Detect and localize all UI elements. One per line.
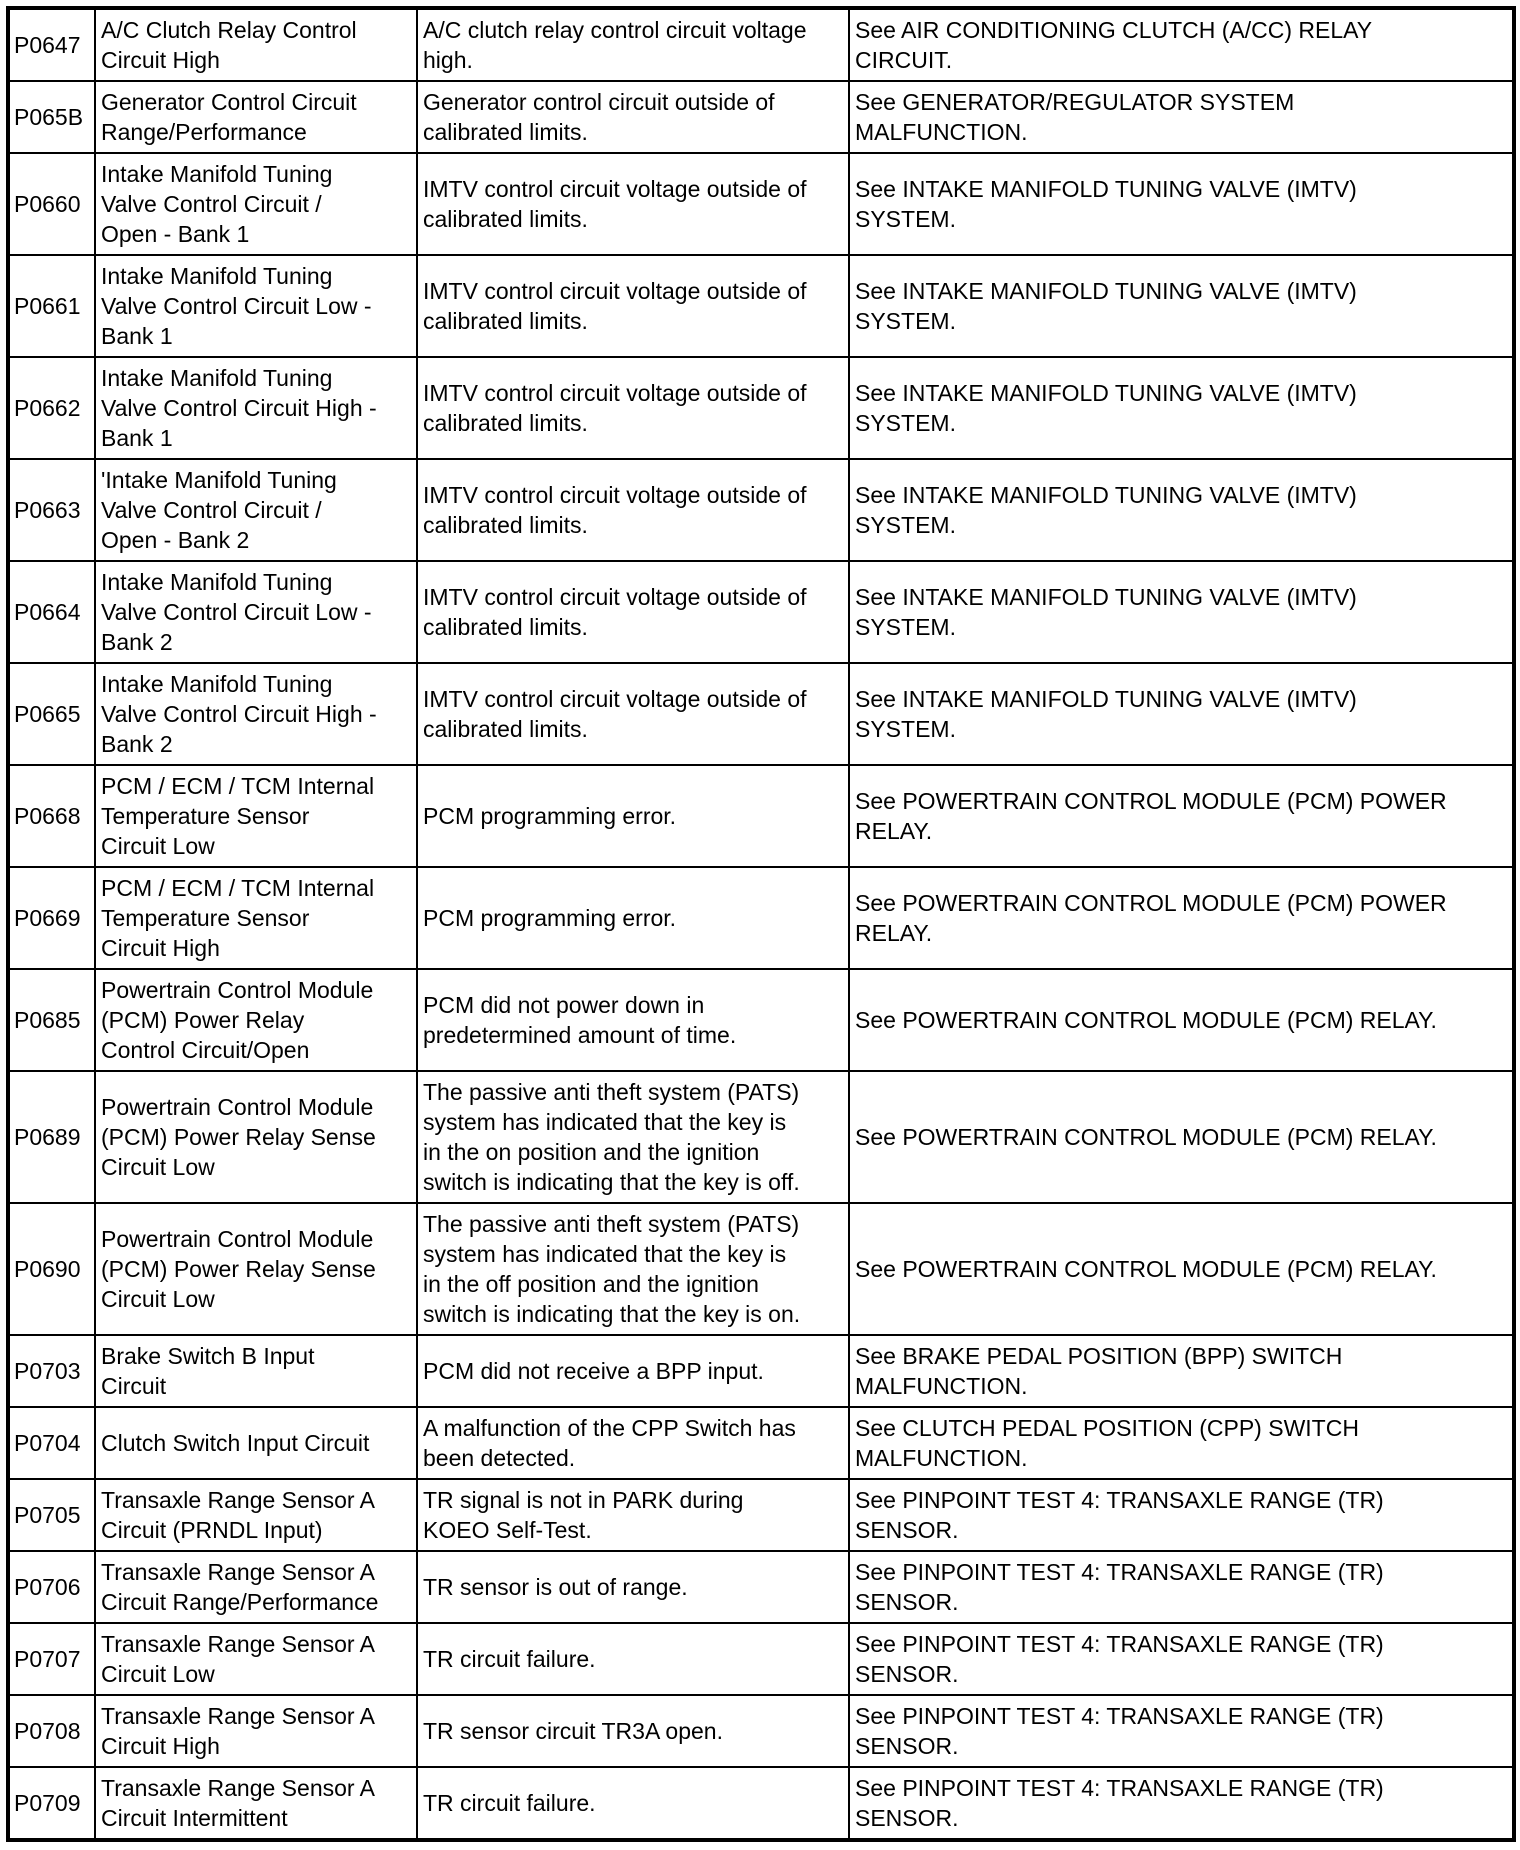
condition-cell: PCM did not receive a BPP input. xyxy=(417,1335,849,1407)
dtc-code-cell: P0685 xyxy=(8,969,95,1071)
action-cell: See INTAKE MANIFOLD TUNING VALVE (IMTV) SYSTEM. xyxy=(849,459,1514,561)
table-row xyxy=(8,1335,1514,1407)
dtc-description-cell: Transaxle Range Sensor A Circuit Intermittent xyxy=(95,1767,417,1840)
condition-cell: A malfunction of the CPP Switch has been detected. xyxy=(417,1407,849,1479)
dtc-description-cell: Transaxle Range Sensor A Circuit High xyxy=(95,1695,417,1767)
condition-cell: TR sensor circuit TR3A open. xyxy=(417,1695,849,1767)
action-cell: See PINPOINT TEST 4: TRANSAXLE RANGE (TR) SENSOR. xyxy=(849,1767,1514,1840)
condition-cell: A/C clutch relay control circuit voltage high. xyxy=(417,8,849,81)
dtc-description-cell: Powertrain Control Module (PCM) Power Relay Control Circuit/Open xyxy=(95,969,417,1071)
condition-cell: IMTV control circuit voltage outside of calibrated limits. xyxy=(417,357,849,459)
action-cell: See INTAKE MANIFOLD TUNING VALVE (IMTV) SYSTEM. xyxy=(849,663,1514,765)
condition-cell: IMTV control circuit voltage outside of calibrated limits. xyxy=(417,459,849,561)
table-row xyxy=(8,81,1514,153)
dtc-description-cell: 'Intake Manifold Tuning Valve Control Circuit / Open - Bank 2 xyxy=(95,459,417,561)
condition-cell: TR signal is not in PARK during KOEO Self-Test. xyxy=(417,1479,849,1551)
dtc-description-cell: Transaxle Range Sensor A Circuit Range/Performance xyxy=(95,1551,417,1623)
dtc-code-cell: P0668 xyxy=(8,765,95,867)
condition-cell: PCM programming error. xyxy=(417,867,849,969)
table-row xyxy=(8,153,1514,255)
action-cell: See INTAKE MANIFOLD TUNING VALVE (IMTV) SYSTEM. xyxy=(849,153,1514,255)
condition-cell: IMTV control circuit voltage outside of calibrated limits. xyxy=(417,255,849,357)
dtc-description-cell: Powertrain Control Module (PCM) Power Relay Sense Circuit Low xyxy=(95,1203,417,1335)
condition-cell: The passive anti theft system (PATS) system has indicated that the key is in the on position and the ignition switch is indicating that the key is off. xyxy=(417,1071,849,1203)
action-cell: See POWERTRAIN CONTROL MODULE (PCM) RELAY. xyxy=(849,969,1514,1071)
action-cell: See INTAKE MANIFOLD TUNING VALVE (IMTV) SYSTEM. xyxy=(849,357,1514,459)
dtc-code-cell: P0705 xyxy=(8,1479,95,1551)
action-cell: See INTAKE MANIFOLD TUNING VALVE (IMTV) SYSTEM. xyxy=(849,255,1514,357)
action-cell: See PINPOINT TEST 4: TRANSAXLE RANGE (TR) SENSOR. xyxy=(849,1479,1514,1551)
dtc-code-cell: P0647 xyxy=(8,8,95,81)
condition-cell: IMTV control circuit voltage outside of calibrated limits. xyxy=(417,153,849,255)
dtc-table-body xyxy=(8,8,1514,1840)
action-cell: See PINPOINT TEST 4: TRANSAXLE RANGE (TR) SENSOR. xyxy=(849,1695,1514,1767)
dtc-code-cell: P065B xyxy=(8,81,95,153)
dtc-description-cell: Intake Manifold Tuning Valve Control Circuit High - Bank 2 xyxy=(95,663,417,765)
action-cell: See PINPOINT TEST 4: TRANSAXLE RANGE (TR) SENSOR. xyxy=(849,1551,1514,1623)
table-row xyxy=(8,8,1514,81)
dtc-description-cell: PCM / ECM / TCM Internal Temperature Sensor Circuit High xyxy=(95,867,417,969)
condition-cell: TR circuit failure. xyxy=(417,1623,849,1695)
dtc-description-cell: Intake Manifold Tuning Valve Control Circuit High - Bank 1 xyxy=(95,357,417,459)
condition-cell: IMTV control circuit voltage outside of calibrated limits. xyxy=(417,663,849,765)
action-cell: See AIR CONDITIONING CLUTCH (A/CC) RELAY CIRCUIT. xyxy=(849,8,1514,81)
table-row xyxy=(8,969,1514,1071)
dtc-code-cell: P0690 xyxy=(8,1203,95,1335)
action-cell: See BRAKE PEDAL POSITION (BPP) SWITCH MALFUNCTION. xyxy=(849,1335,1514,1407)
dtc-code-cell: P0665 xyxy=(8,663,95,765)
table-row xyxy=(8,1479,1514,1551)
dtc-description-cell: Powertrain Control Module (PCM) Power Relay Sense Circuit Low xyxy=(95,1071,417,1203)
table-row xyxy=(8,1407,1514,1479)
dtc-code-cell: P0708 xyxy=(8,1695,95,1767)
table-row xyxy=(8,1767,1514,1840)
dtc-description-cell: Brake Switch B Input Circuit xyxy=(95,1335,417,1407)
table-row xyxy=(8,1071,1514,1203)
condition-cell: PCM did not power down in predetermined amount of time. xyxy=(417,969,849,1071)
action-cell: See POWERTRAIN CONTROL MODULE (PCM) POWER RELAY. xyxy=(849,765,1514,867)
dtc-description-cell: Transaxle Range Sensor A Circuit Low xyxy=(95,1623,417,1695)
table-row xyxy=(8,255,1514,357)
dtc-description-cell: Clutch Switch Input Circuit xyxy=(95,1407,417,1479)
action-cell: See POWERTRAIN CONTROL MODULE (PCM) POWER RELAY. xyxy=(849,867,1514,969)
table-row xyxy=(8,357,1514,459)
table-row xyxy=(8,663,1514,765)
dtc-code-cell: P0661 xyxy=(8,255,95,357)
dtc-code-cell: P0663 xyxy=(8,459,95,561)
condition-cell: IMTV control circuit voltage outside of calibrated limits. xyxy=(417,561,849,663)
table-row xyxy=(8,1203,1514,1335)
dtc-code-cell: P0689 xyxy=(8,1071,95,1203)
table-row xyxy=(8,1551,1514,1623)
action-cell: See POWERTRAIN CONTROL MODULE (PCM) RELAY. xyxy=(849,1071,1514,1203)
dtc-code-cell: P0709 xyxy=(8,1767,95,1840)
action-cell: See GENERATOR/REGULATOR SYSTEM MALFUNCTION. xyxy=(849,81,1514,153)
condition-cell: The passive anti theft system (PATS) system has indicated that the key is in the off position and the ignition switch is indicating that the key is on. xyxy=(417,1203,849,1335)
action-cell: See CLUTCH PEDAL POSITION (CPP) SWITCH MALFUNCTION. xyxy=(849,1407,1514,1479)
table-row xyxy=(8,867,1514,969)
table-row xyxy=(8,459,1514,561)
condition-cell: TR circuit failure. xyxy=(417,1767,849,1840)
action-cell: See INTAKE MANIFOLD TUNING VALVE (IMTV) SYSTEM. xyxy=(849,561,1514,663)
table-row xyxy=(8,1623,1514,1695)
dtc-code-cell: P0707 xyxy=(8,1623,95,1695)
condition-cell: TR sensor is out of range. xyxy=(417,1551,849,1623)
dtc-code-cell: P0660 xyxy=(8,153,95,255)
dtc-code-cell: P0662 xyxy=(8,357,95,459)
dtc-description-cell: Intake Manifold Tuning Valve Control Circuit Low - Bank 1 xyxy=(95,255,417,357)
dtc-code-cell: P0664 xyxy=(8,561,95,663)
table-row xyxy=(8,1695,1514,1767)
dtc-description-cell: PCM / ECM / TCM Internal Temperature Sensor Circuit Low xyxy=(95,765,417,867)
dtc-description-cell: Transaxle Range Sensor A Circuit (PRNDL Input) xyxy=(95,1479,417,1551)
dtc-code-cell: P0669 xyxy=(8,867,95,969)
dtc-table xyxy=(6,6,1516,1842)
condition-cell: PCM programming error. xyxy=(417,765,849,867)
table-row xyxy=(8,561,1514,663)
action-cell: See PINPOINT TEST 4: TRANSAXLE RANGE (TR) SENSOR. xyxy=(849,1623,1514,1695)
dtc-code-cell: P0704 xyxy=(8,1407,95,1479)
action-cell: See POWERTRAIN CONTROL MODULE (PCM) RELAY. xyxy=(849,1203,1514,1335)
dtc-description-cell: Intake Manifold Tuning Valve Control Circuit Low - Bank 2 xyxy=(95,561,417,663)
table-row xyxy=(8,765,1514,867)
dtc-description-cell: Generator Control Circuit Range/Performance xyxy=(95,81,417,153)
dtc-code-cell: P0703 xyxy=(8,1335,95,1407)
dtc-description-cell: Intake Manifold Tuning Valve Control Circuit / Open - Bank 1 xyxy=(95,153,417,255)
dtc-description-cell: A/C Clutch Relay Control Circuit High xyxy=(95,8,417,81)
condition-cell: Generator control circuit outside of calibrated limits. xyxy=(417,81,849,153)
dtc-code-cell: P0706 xyxy=(8,1551,95,1623)
